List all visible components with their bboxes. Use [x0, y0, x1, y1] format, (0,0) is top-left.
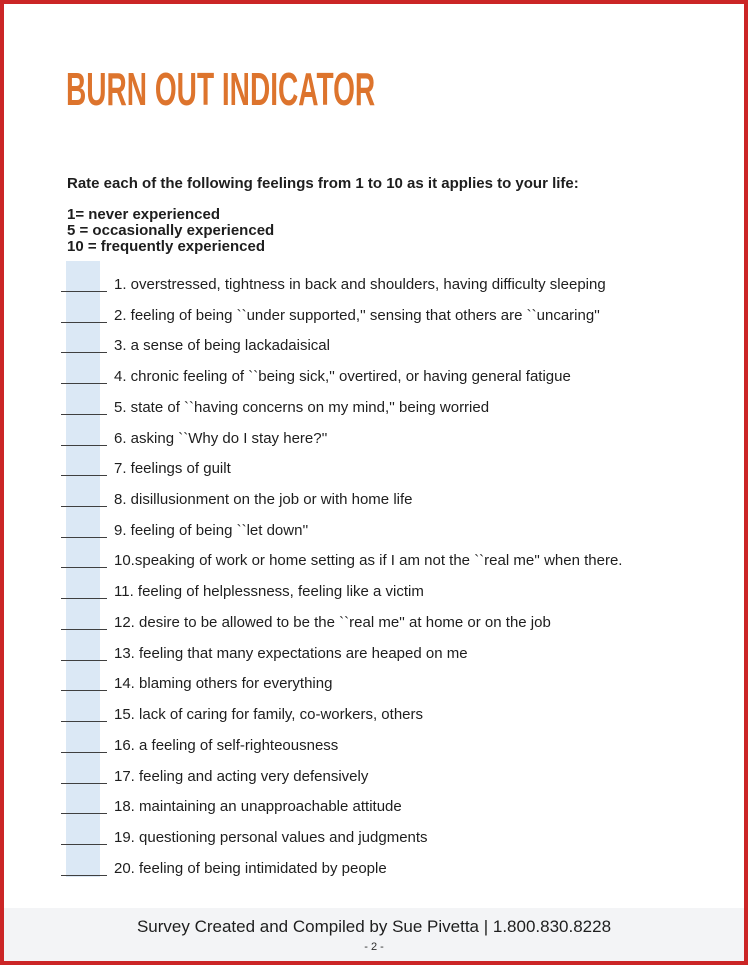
- list-item: [61, 854, 622, 885]
- page-number: - 2 -: [364, 941, 384, 953]
- list-item: [61, 362, 622, 393]
- footer-credit: Survey Created and Compiled by Sue Pivetta | 1.800.830.8228: [136, 917, 612, 936]
- rating-blank-line: [61, 844, 107, 845]
- item-text: 16. a feeling of self-righteousness: [114, 736, 339, 754]
- rating-blank-line: [61, 875, 107, 876]
- rating-blank-line: [61, 291, 107, 292]
- item-text: 15. lack of caring for family, co-workers, others: [114, 706, 423, 724]
- item-text: 13. feeling that many expectations are heaped on me: [114, 644, 468, 662]
- list-item: [61, 516, 622, 547]
- rating-blank-line: [61, 813, 107, 814]
- list-item: [61, 700, 622, 731]
- item-text: 12. desire to be allowed to be the ``real me'' at home or on the job: [114, 613, 551, 631]
- item-text: 8. disillusionment on the job or with home life: [114, 491, 413, 509]
- rating-blank-line: [61, 537, 107, 538]
- item-text: 17. feeling and acting very defensively: [114, 767, 369, 785]
- page-footer: [4, 908, 744, 961]
- rating-blank-line: [61, 598, 107, 599]
- list-item: [61, 608, 622, 639]
- item-text: 5. state of ``having concerns on my mind,'' being worried: [114, 398, 490, 416]
- item-text: 10.speaking of work or home setting as if I am not the ``real me'' when there.: [114, 552, 623, 570]
- item-text: 14. blaming others for everything: [114, 675, 333, 693]
- legend-line-occasionally: 5 = occasionally experienced: [67, 222, 275, 239]
- item-text: 18. maintaining an unapproachable attitude: [114, 798, 402, 816]
- rating-blank-line: [61, 752, 107, 753]
- item-list: [61, 270, 622, 884]
- legend-line-never: 1= never experienced: [67, 206, 221, 223]
- item-text: 3. a sense of being lackadaisical: [114, 337, 330, 355]
- rating-blank-line: [61, 383, 107, 384]
- page-title: BURN OUT INDICATOR: [66, 63, 376, 115]
- list-item: [61, 669, 622, 700]
- list-item: [61, 731, 622, 762]
- item-text: 9. feeling of being ``let down'': [114, 521, 309, 539]
- list-item: [61, 485, 622, 516]
- instruction-text: Rate each of the following feelings from 1 to 10 as it applies to your life:: [67, 175, 579, 192]
- list-item: [61, 639, 622, 670]
- list-item: [61, 792, 622, 823]
- list-item: [61, 762, 622, 793]
- rating-legend: [67, 207, 274, 255]
- item-text: 19. questioning personal values and judgments: [114, 828, 428, 846]
- item-text: 20. feeling of being intimidated by people: [114, 859, 387, 877]
- list-item: [61, 393, 622, 424]
- list-item: [61, 331, 622, 362]
- item-text: 1. overstressed, tightness in back and shoulders, having difficulty sleeping: [114, 276, 606, 293]
- rating-blank-line: [61, 445, 107, 446]
- list-item: [61, 823, 622, 854]
- rating-blank-line: [61, 660, 107, 661]
- item-text: 6. asking ``Why do I stay here?'': [114, 429, 328, 447]
- rating-blank-line: [61, 352, 107, 353]
- rating-blank-line: [61, 629, 107, 630]
- rating-blank-line: [61, 567, 107, 568]
- list-item: [61, 301, 622, 332]
- item-text: 2. feeling of being ``under supported,'' sensing that others are ``uncaring'': [114, 306, 600, 324]
- item-text: 11. feeling of helplessness, feeling like a victim: [114, 583, 424, 601]
- legend-line-frequently: 10 = frequently experienced: [67, 238, 266, 255]
- rating-blank-line: [61, 414, 107, 415]
- list-item: [61, 577, 622, 608]
- list-item: [61, 270, 622, 301]
- rating-blank-line: [61, 322, 107, 323]
- list-item: [61, 546, 622, 577]
- list-item: [61, 424, 622, 455]
- rating-blank-line: [61, 783, 107, 784]
- list-item: [61, 454, 622, 485]
- item-text: 4. chronic feeling of ``being sick,'' overtired, or having general fatigue: [114, 368, 571, 386]
- rating-blank-line: [61, 690, 107, 691]
- rating-blank-line: [61, 506, 107, 507]
- rating-blank-line: [61, 475, 107, 476]
- rating-blank-line: [61, 721, 107, 722]
- item-text: 7. feelings of guilt: [114, 460, 231, 478]
